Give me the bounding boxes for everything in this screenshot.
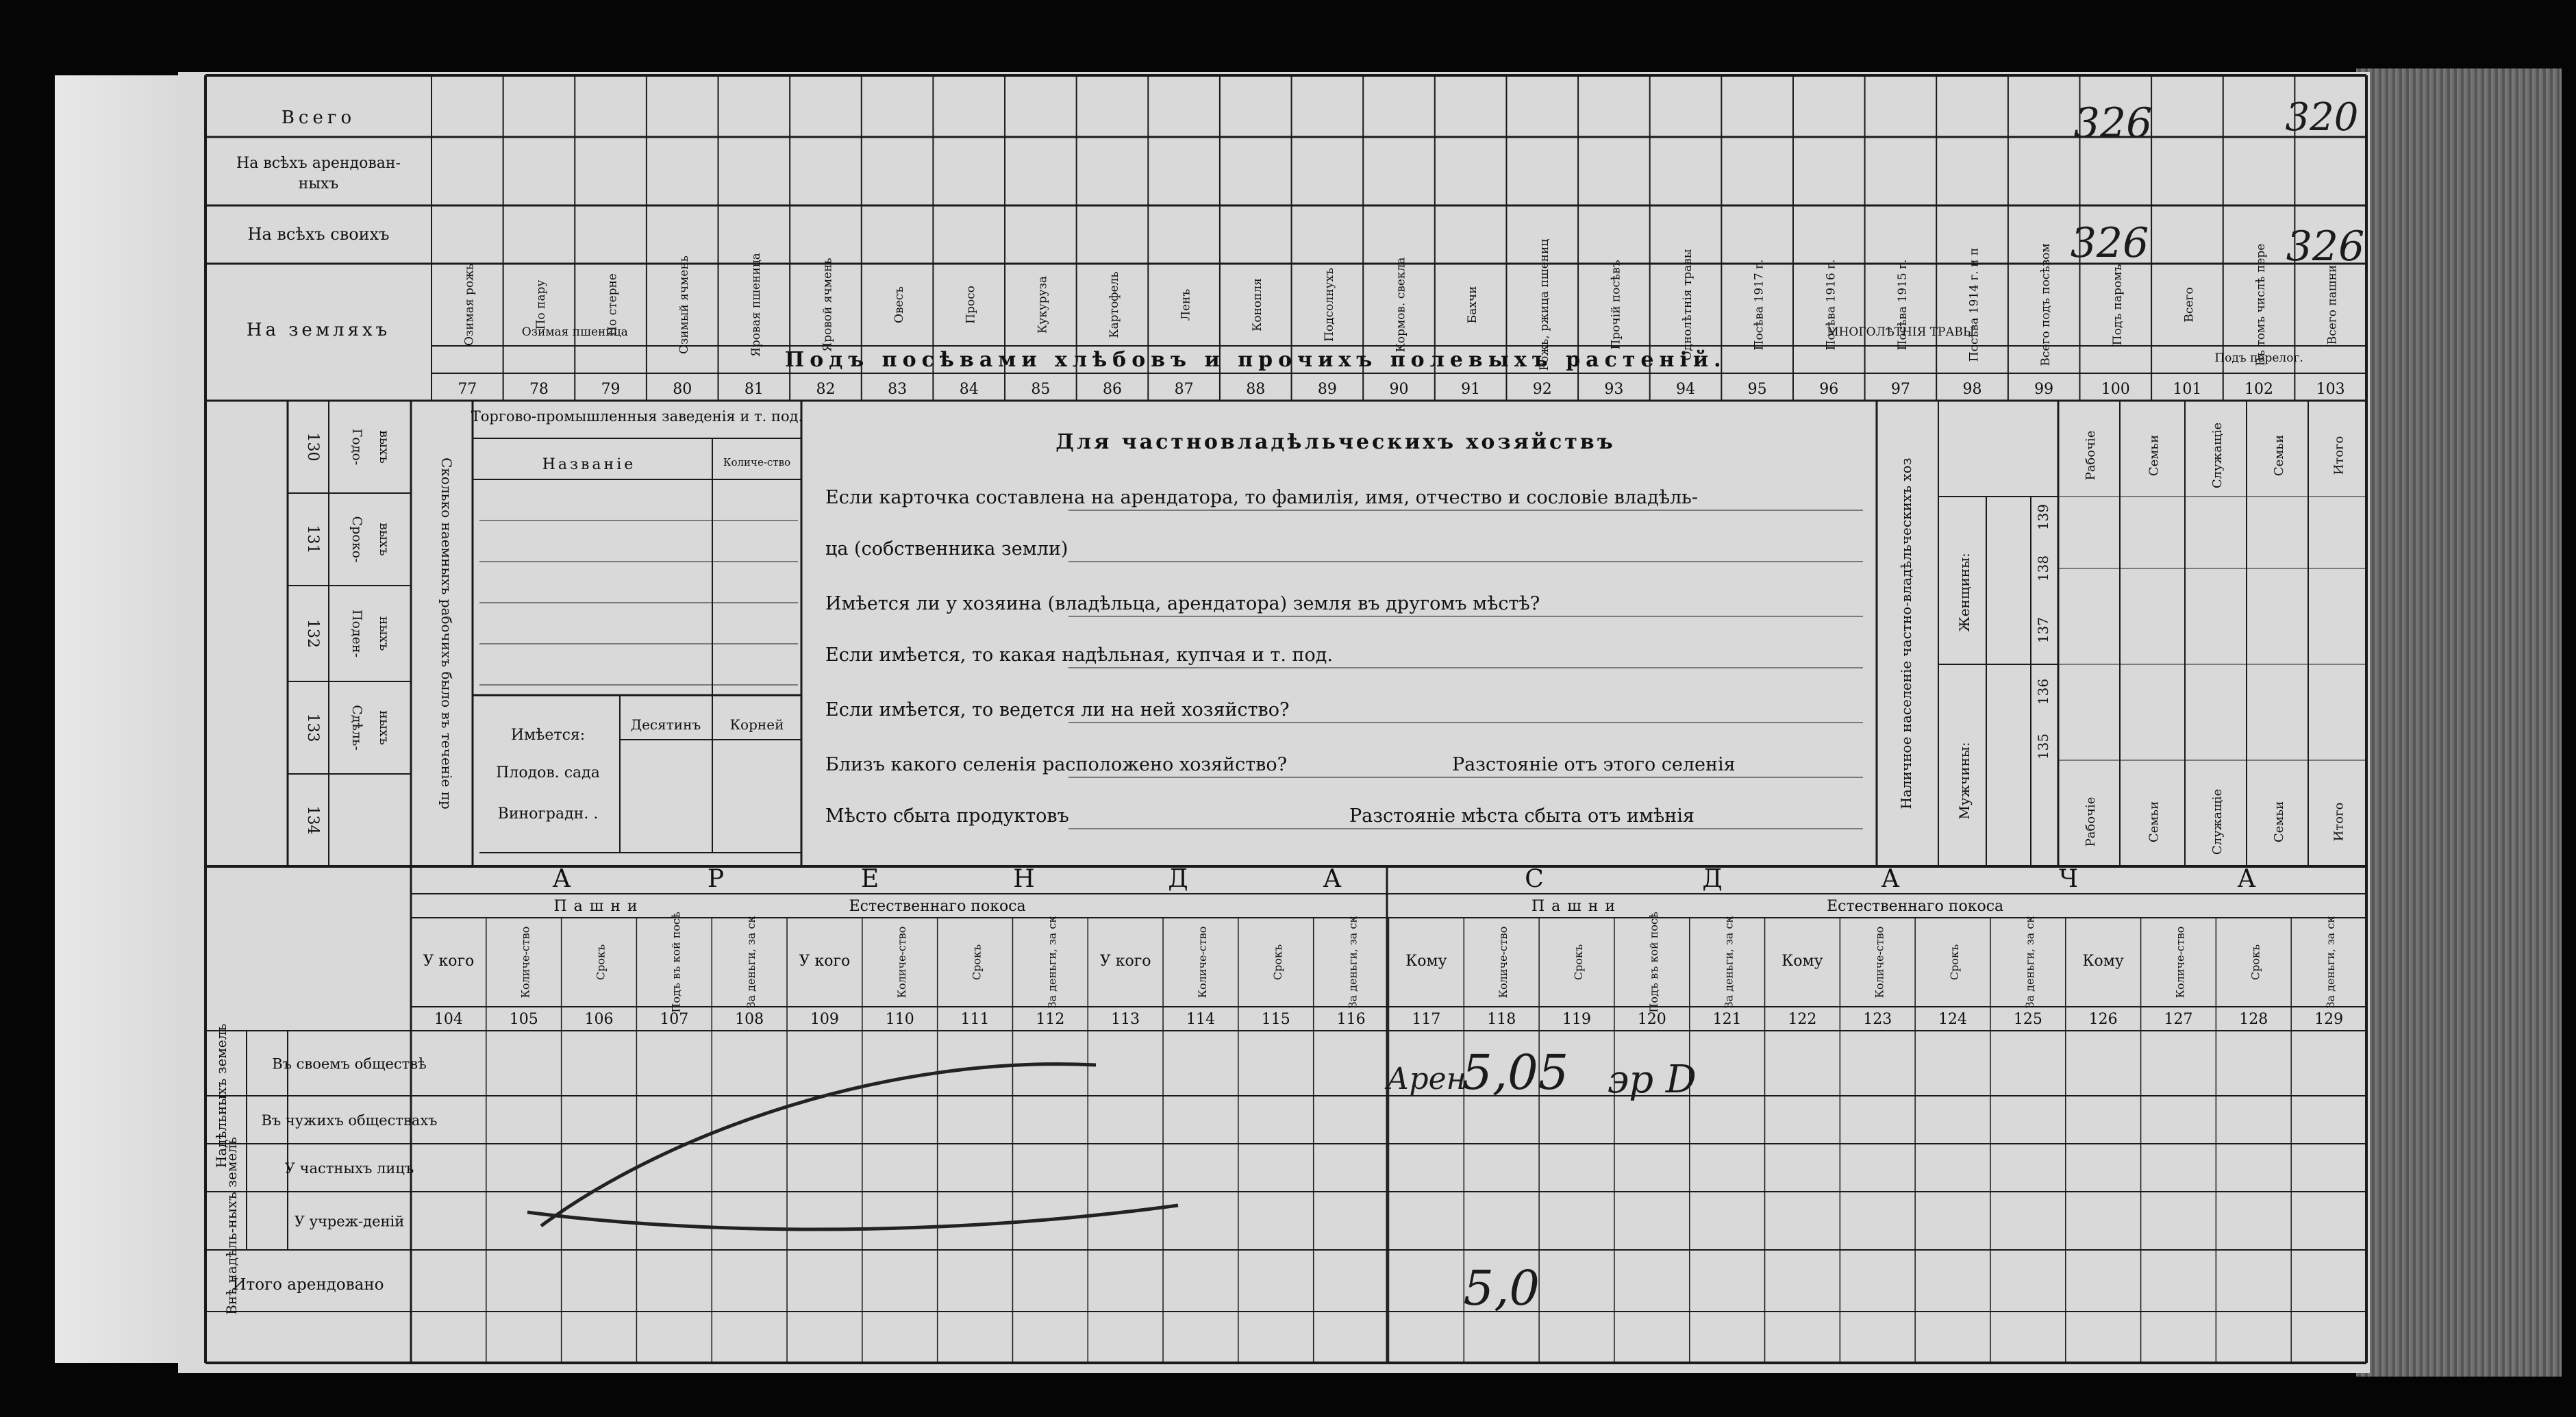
private-farms-line: Имѣется ли у хозяина (владѣльца, арендатора) земля въ другомъ мѣстѣ?: [825, 593, 1540, 614]
crop-header: Кормов. свекла: [1394, 257, 1408, 353]
crop-header: Озимый ячмень: [677, 255, 692, 354]
handwritten-stroke: [527, 1064, 1178, 1229]
sdacha-letter: Д: [1702, 865, 1723, 893]
bottom-column-number: 128: [2239, 1011, 2268, 1028]
livestock-col-label: выхъ: [377, 430, 392, 464]
row-label-svoikh: На всѣхъ своихъ: [247, 225, 390, 244]
bottom-col-header: У кого: [423, 953, 475, 970]
livestock-col-number: 134: [304, 805, 321, 835]
crop-header: Кукуруза: [1036, 275, 1050, 334]
column-number: 100: [2101, 381, 2130, 398]
crop-header: Всего подъ посѣвом: [2039, 243, 2053, 366]
crop-header: Ленъ: [1179, 288, 1193, 321]
crop-header: Яровой ячмень: [821, 258, 835, 352]
bottom-column-number: 115: [1261, 1011, 1290, 1028]
bottom-col-header: Количе-ство: [518, 926, 532, 999]
crop-header: Въ томъ числѣ пере: [2254, 243, 2268, 366]
crop-header: Посѣва 1915 г.: [1895, 259, 1910, 351]
bottom-column-number: 104: [434, 1011, 463, 1028]
handwritten-quantity: 5,05: [1462, 1044, 1569, 1101]
column-number: 84: [959, 381, 979, 398]
bottom-column-number: 110: [885, 1011, 914, 1028]
bottom-col-header: Срокъ: [1948, 944, 1962, 981]
sdacha-letter: С: [1525, 865, 1544, 893]
bottom-col-header: Кому: [2082, 953, 2124, 970]
bottom-column-number: 126: [2088, 1011, 2118, 1028]
bottom-col-header: Срокъ: [594, 944, 608, 981]
livestock-col-label: Поден-: [349, 609, 364, 658]
population-women: Женщины:: [1956, 553, 1973, 632]
private-farms-line: Если имѣется, то какая надѣльная, купчая и т. под.: [825, 644, 1334, 666]
bottom-column-number: 127: [2164, 1011, 2193, 1028]
bottom-column-number: 120: [1637, 1011, 1666, 1028]
handwritten-term: эр D: [1607, 1057, 1697, 1102]
handwritten-total: 5,0: [1463, 1260, 1540, 1316]
column-number: 77: [458, 381, 477, 398]
row-group-vnenadel: Внѣ надѣль-ныхъ земель: [223, 1137, 240, 1315]
livestock-col-label: ныхъ: [377, 710, 392, 745]
crop-header: Озимая рожь: [462, 263, 477, 347]
column-number: 86: [1102, 381, 1122, 398]
row-label-vsego: Всего: [281, 108, 356, 128]
column-number: 82: [816, 381, 836, 398]
bottom-col-header: Подъ въ кой посѣ: [1647, 912, 1660, 1013]
bottom-col-header: Срокъ: [2249, 944, 2262, 981]
crop-header: Подъ паромъ: [2110, 264, 2125, 346]
crop-header: Однолѣтнія травы: [1681, 249, 1695, 361]
arenda-letter: Р: [707, 865, 725, 893]
livestock-col-number: 133: [304, 713, 321, 742]
bottom-column-number: 105: [509, 1011, 538, 1028]
orchards-col-des: Десятинъ: [630, 716, 701, 733]
livestock-col-label: ныхъ: [377, 616, 392, 651]
orchards-row-2: Виноградн. .: [497, 805, 599, 823]
population-col-header-bottom: Итого: [2331, 802, 2347, 842]
population-col-header-bottom: Семьи: [2272, 801, 2286, 843]
population-col-header-top: Семьи: [2147, 434, 2162, 477]
private-farms-line: Если карточка составлена на арендатора, то фамилія, имя, отчество и сословіе владѣль-: [825, 487, 1698, 508]
column-number: 103: [2316, 381, 2345, 398]
column-number: 97: [1890, 381, 1910, 398]
bottom-col-header: Количе-ство: [895, 926, 908, 999]
private-farms-title: Для частновладѣльческихъ хозяйствъ: [1055, 430, 1616, 454]
bottom-column-number: 116: [1336, 1011, 1366, 1028]
workers-vertical-label: Сколько наемныхъ рабочихъ было въ теченіе пр: [438, 457, 455, 810]
sdacha-letter: А: [2237, 865, 2256, 893]
population-col-number: 135: [2035, 733, 2051, 760]
bottom-col-header: Кому: [1781, 953, 1823, 970]
bottom-column-number: 108: [735, 1011, 764, 1028]
row-group-nadel: Надѣльныхъ земель: [213, 1023, 229, 1168]
bottom-col-header: За деньги, за ск: [1346, 916, 1360, 1009]
crop-header: Прочій посѣвъ: [1609, 260, 1623, 350]
crop-header: По пару: [534, 279, 548, 330]
column-number: 78: [529, 381, 549, 398]
livestock-col-label: Годо-: [349, 428, 364, 466]
column-number: 99: [2034, 381, 2054, 398]
population-col-header-bottom: Рабочіе: [2084, 797, 2098, 847]
handwritten-who: Арен: [1386, 1062, 1466, 1096]
bottom-col-header: За деньги, за ск: [1045, 916, 1059, 1009]
crop-header: Посѣва 1914 г. и п: [1967, 247, 1981, 362]
handwritten-figure: 320: [2285, 95, 2359, 140]
bottom-column-number: 112: [1036, 1011, 1065, 1028]
bottom-column-number: 109: [810, 1011, 839, 1028]
population-col-header-top: Семьи: [2272, 434, 2286, 477]
orchards-col-kor: Корней: [729, 716, 784, 733]
subheader-pshenica: Озимая пшеница: [521, 325, 628, 339]
column-number: 96: [1819, 381, 1839, 398]
total-row-label: Итого арендовано: [232, 1276, 384, 1294]
column-number: 91: [1461, 381, 1481, 398]
arenda-letter: Е: [860, 865, 879, 893]
crop-header: Овесъ: [892, 286, 907, 323]
enterprises-title: Торгово-промышленныя заведенія и т. под.: [471, 408, 803, 425]
column-number: 79: [601, 381, 621, 398]
bottom-column-number: 111: [960, 1011, 990, 1028]
orchards-label: Имѣется:: [510, 727, 586, 744]
enterprises-col-qty: Количе-ство: [723, 456, 791, 468]
population-col-header-bottom: Служащіе: [2210, 788, 2225, 855]
bottom-column-number: 118: [1487, 1011, 1516, 1028]
arenda-letter: Н: [1013, 865, 1035, 893]
crop-header: Посѣва 1916 г.: [1824, 259, 1838, 351]
banner-pod-posevami: Подъ посѣвами хлѣбовъ и прочихъ полевыхъ растеній.: [784, 348, 1727, 372]
population-col-header-top: Итого: [2331, 436, 2347, 475]
bottom-col-header: За деньги, за ск: [2324, 916, 2338, 1009]
bottom-column-number: 123: [1863, 1011, 1892, 1028]
bottom-column-number: 114: [1186, 1011, 1215, 1028]
bottom-column-number: 106: [584, 1011, 614, 1028]
column-number: 101: [2173, 381, 2202, 398]
arenda-letter: А: [1323, 865, 1342, 893]
bottom-col-header: Количе-ство: [1195, 926, 1209, 999]
arenda-letter: Д: [1168, 865, 1188, 893]
bottom-row-label: У учреж-деній: [294, 1213, 405, 1230]
handwritten-figure: 326: [2070, 219, 2149, 267]
livestock-col-label: выхъ: [377, 523, 392, 556]
subheader-travy: МНОГОЛѢТНІЯ ТРАВЫ: [1827, 325, 1975, 339]
private-farms-distance: Разстояніе отъ этого селенія: [1452, 754, 1736, 775]
enterprises-col-name: Названіе: [542, 456, 636, 473]
bottom-column-number: 129: [2314, 1011, 2344, 1028]
population-col-number: 136: [2035, 678, 2051, 705]
crop-header: Всего пашни: [2325, 264, 2340, 345]
row-label-arend: ныхъ: [298, 175, 339, 192]
bottom-column-number: 124: [1938, 1011, 1968, 1028]
crop-header: По стерне: [605, 273, 620, 336]
bottom-column-number: 113: [1111, 1011, 1140, 1028]
column-number: 88: [1246, 381, 1266, 398]
private-farms-line: Если имѣется, то ведется ли на ней хозяйство?: [825, 699, 1290, 720]
column-number: 92: [1532, 381, 1552, 398]
subheader-perelog: Подъ перелог.: [2214, 351, 2303, 365]
crop-header: Просо: [964, 286, 978, 324]
column-number: 87: [1174, 381, 1194, 398]
pokos-label: Естественнаго покоса: [849, 898, 1026, 915]
livestock-col-label: Сроко-: [349, 516, 364, 563]
private-farms-line: Мѣсто сбыта продуктовъ: [825, 805, 1069, 827]
population-vertical-label: Наличное населеніе частно-владѣльческихъ хоз: [1898, 457, 1914, 810]
bottom-col-header: Кому: [1405, 953, 1447, 970]
bottom-col-header: За деньги, за ск: [745, 916, 758, 1009]
bottom-column-number: 122: [1788, 1011, 1817, 1028]
handwritten-figure: 326: [2286, 223, 2365, 271]
row-label-zemlyakh: На земляхъ: [246, 320, 391, 340]
column-number: 102: [2244, 381, 2274, 398]
bottom-column-number: 125: [2013, 1011, 2042, 1028]
bottom-col-header: Срокъ: [1271, 944, 1284, 981]
column-number: 98: [1962, 381, 1982, 398]
bottom-row-label: У частныхъ лицъ: [284, 1160, 414, 1177]
column-number: 83: [888, 381, 908, 398]
handwritten-figure: 326: [2073, 99, 2153, 147]
column-number: 94: [1676, 381, 1696, 398]
bottom-row-label: Въ своемъ обществѣ: [272, 1055, 427, 1073]
column-number: 80: [673, 381, 692, 398]
bottom-col-header: Количе-ство: [1873, 926, 1886, 999]
orchards-row-1: Плодов. сада: [496, 764, 600, 781]
arenda-letter: А: [552, 865, 571, 893]
private-farms-line: ца (собственника земли): [825, 538, 1068, 560]
population-col-header-top: Рабочіе: [2084, 430, 2098, 481]
pashni-label: Пашни: [1531, 898, 1623, 915]
column-number: 93: [1604, 381, 1624, 398]
bottom-col-header: Срокъ: [970, 944, 984, 981]
crop-header: Посѣва 1917 г.: [1752, 259, 1766, 351]
pashni-label: Пашни: [553, 898, 645, 915]
population-col-header-bottom: Семьи: [2147, 801, 2162, 843]
bottom-column-number: 121: [1712, 1011, 1742, 1028]
livestock-col-number: 132: [304, 619, 321, 648]
column-number: 95: [1747, 381, 1767, 398]
column-number: 81: [744, 381, 764, 398]
bottom-col-header: У кого: [1099, 953, 1151, 970]
bottom-row-label: Въ чужихъ обществахъ: [261, 1112, 438, 1129]
crop-header: Бахчи: [1466, 286, 1480, 324]
livestock-col-number: 130: [304, 432, 321, 462]
column-number: 85: [1031, 381, 1051, 398]
row-label-arend: На всѣхъ арендован-: [236, 155, 401, 172]
bottom-col-header: Количе-ство: [2173, 926, 2187, 999]
bottom-col-header: У кого: [799, 953, 851, 970]
crop-header: Рожь, ржица пшениц: [1537, 238, 1551, 371]
bottom-col-header: Подъ въ кой посѣ: [669, 912, 683, 1013]
bottom-column-number: 107: [660, 1011, 689, 1028]
population-col-header-top: Служащіе: [2210, 422, 2225, 489]
livestock-col-number: 131: [304, 525, 321, 554]
bottom-col-header: За деньги, за ск: [2023, 916, 2036, 1009]
private-farms-line: Близъ какого селенія расположено хозяйство?: [825, 754, 1288, 775]
bottom-col-header: Срокъ: [1572, 944, 1586, 981]
population-col-number: 137: [2035, 616, 2051, 644]
bottom-col-header: Количе-ство: [1497, 926, 1510, 999]
population-men: Мужчины:: [1956, 742, 1973, 820]
crop-header: Всего: [2182, 287, 2197, 323]
bottom-column-number: 117: [1412, 1011, 1441, 1028]
crop-header: Яровая пшеница: [749, 253, 763, 357]
column-number: 90: [1389, 381, 1409, 398]
crop-header: Подсолнухъ: [1322, 268, 1336, 342]
crop-header: Картофель: [1107, 271, 1121, 338]
bottom-col-header: За деньги, за ск: [1722, 916, 1736, 1009]
livestock-col-label: Сдѣль-: [349, 705, 364, 751]
sdacha-letter: А: [1881, 865, 1900, 893]
column-number: 89: [1317, 381, 1337, 398]
population-col-number: 138: [2035, 555, 2051, 582]
bottom-column-number: 119: [1562, 1011, 1592, 1028]
pokos-label: Естественнаго покоса: [1827, 898, 2004, 915]
sdacha-letter: Ч: [2059, 865, 2078, 893]
crop-header: Конопля: [1251, 278, 1265, 331]
population-col-number: 139: [2035, 503, 2051, 531]
private-farms-market-distance: Разстояніе мѣста сбыта отъ имѣнія: [1349, 805, 1695, 827]
